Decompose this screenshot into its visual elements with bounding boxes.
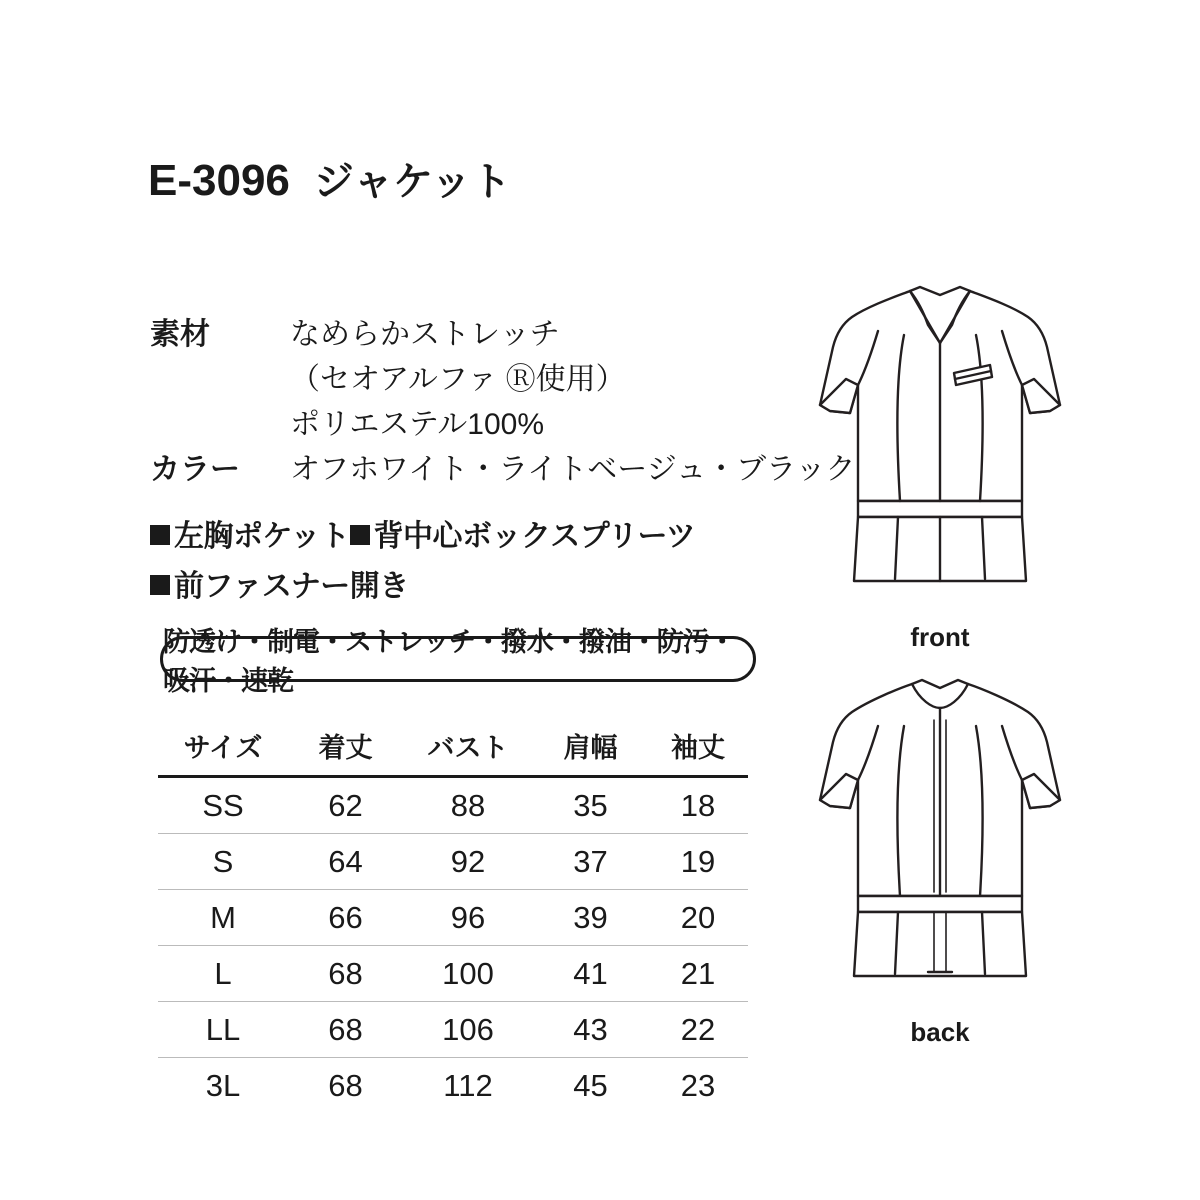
back-illustration-block (800, 660, 1080, 1048)
cell-size: S (158, 834, 288, 890)
feature-item-2: 前ファスナー開き (174, 570, 409, 603)
cell-size: 3L (205, 1068, 241, 1103)
cell-sleeve: 23 (680, 1068, 716, 1103)
cell-bust: 112 (443, 1068, 493, 1103)
cell-sleeve: 19 (648, 834, 748, 890)
table-row (158, 1002, 748, 1058)
cell-length: 62 (288, 777, 403, 834)
color-label: カラー (150, 453, 240, 486)
table-header-bust: バスト (403, 720, 533, 777)
spec-row-color (150, 447, 870, 492)
table-header-shoulder: 肩幅 (533, 720, 648, 777)
table-row (158, 946, 748, 1002)
feature-line-2 (150, 562, 695, 612)
cell-bust: 88 (403, 777, 533, 834)
cell-shoulder: 35 (533, 777, 648, 834)
table-header-sleeve: 袖丈 (648, 720, 748, 777)
cell-length: 66 (288, 890, 403, 946)
product-name: ジャケット (313, 160, 512, 204)
cell-bust: 96 (403, 890, 533, 946)
front-illustration-block (800, 265, 1080, 653)
table-header-size: サイズ (158, 720, 288, 777)
cell-length: 68 (288, 946, 403, 1002)
jacket-front-illustration (800, 265, 1080, 615)
spec-row-material (150, 312, 870, 357)
function-badge-text: 防透け・制電・ストレッチ・撥水・撥油・防汚・吸汗・速乾 (163, 627, 735, 696)
square-bullet-icon (350, 525, 370, 545)
table-row (158, 890, 748, 946)
front-caption: front (910, 622, 970, 652)
cell-shoulder: 43 (533, 1002, 648, 1058)
feature-line-1 (150, 512, 695, 562)
cell-size: L (158, 946, 288, 1002)
jacket-back-illustration (800, 660, 1080, 1010)
square-bullet-icon (150, 525, 170, 545)
size-table (158, 720, 748, 1113)
cell-sleeve: 18 (648, 777, 748, 834)
cell-size: SS (158, 777, 288, 834)
back-caption: back (910, 1017, 970, 1047)
cell-sleeve: 21 (648, 946, 748, 1002)
cell-bust: 100 (403, 946, 533, 1002)
spec-block (150, 312, 870, 492)
cell-length: 68 (328, 1068, 363, 1103)
product-code: E-3096 (148, 156, 290, 205)
cell-length: 68 (288, 1002, 403, 1058)
feature-item-1: 背中心ボックスプリーツ (373, 520, 696, 553)
material-label: 素材 (150, 318, 210, 351)
table-header-length: 着丈 (288, 720, 403, 777)
material-line3: ポリエステル100% (290, 408, 545, 441)
page-title (148, 150, 511, 207)
square-bullet-icon (150, 575, 170, 595)
cell-sleeve: 20 (648, 890, 748, 946)
color-value: オフホワイト・ライトベージュ・ブラック (290, 453, 856, 486)
cell-size: M (158, 890, 288, 946)
cell-shoulder: 41 (533, 946, 648, 1002)
table-row (158, 777, 748, 834)
material-value: なめらかストレッチ (290, 318, 560, 351)
table-row (158, 1058, 748, 1114)
cell-shoulder: 45 (573, 1068, 608, 1103)
cell-bust: 92 (403, 834, 533, 890)
cell-size: LL (158, 1002, 288, 1058)
feature-list (150, 512, 695, 612)
table-header-row (158, 720, 748, 777)
cell-bust: 106 (403, 1002, 533, 1058)
material-line2: （セオアルファ Ⓡ使用） (290, 363, 626, 396)
feature-item-0: 左胸ポケット (174, 520, 350, 553)
cell-sleeve: 22 (648, 1002, 748, 1058)
cell-shoulder: 37 (533, 834, 648, 890)
cell-length: 64 (288, 834, 403, 890)
function-badge (160, 627, 756, 696)
table-row (158, 834, 748, 890)
cell-shoulder: 39 (533, 890, 648, 946)
